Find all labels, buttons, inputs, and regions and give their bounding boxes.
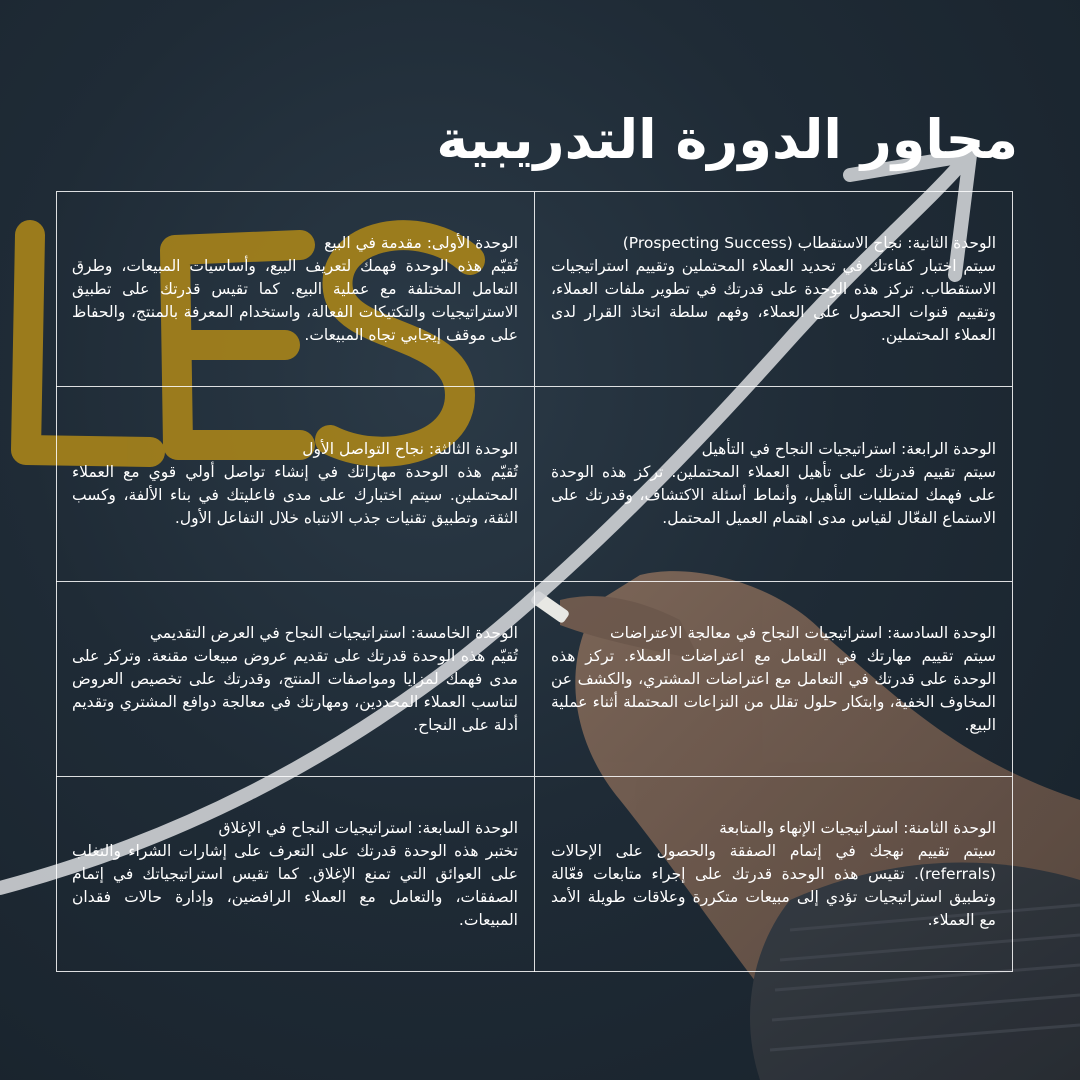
page-title: محاور الدورة التدريبية — [436, 108, 1018, 171]
module-card — [534, 387, 1012, 582]
module-description: تُقيّم هذه الوحدة مهاراتك في إنشاء تواصل أولي قوي مع العملاء المحتملين. سيتم اختبارك على مدى فاعليتك في بناء الألفة، وكسب الثقة، وتطبيق تقنيات جذب الانتباه خلال التفاعل الأول. — [72, 463, 518, 527]
module-title: الوحدة السابعة: استراتيجيات النجاح في الإغلاق — [218, 819, 518, 837]
module-title: الوحدة الرابعة: استراتيجيات النجاح في التأهيل — [701, 440, 996, 458]
module-card — [534, 777, 1012, 972]
module-title: الوحدة السادسة: استراتيجيات النجاح في معالجة الاعتراضات — [610, 623, 996, 642]
module-description: تُقيّم هذه الوحدة قدرتك على تقديم عروض مبيعات مقنعة. وتركز على مدى فهمك لمزايا ومواصفات المنتج، وقدرتك على تخصيص العروض لتناسب العملاء المحددين، ومهارتك في معالجة دوافع المشتري وتقديم أدلة على النجاح. — [72, 646, 518, 734]
module-card — [56, 777, 534, 972]
module-title: الوحدة الثانية: نجاح الاستقطاب (Prospecting Success) — [622, 233, 996, 252]
module-title: الوحدة الثامنة: استراتيجيات الإنهاء والمتابعة — [719, 819, 996, 837]
module-description: تُقيّم هذه الوحدة فهمك لتعريف البيع، وأساسيات المبيعات، وطرق التعامل المختلفة مع عملية البيع. كما تقيس قدرتك على تطبيق الاستراتيجيات والتكتيكات الفعالة، واستخدام المعرفة بالمنتج، والحفاظ على موقف إيجابي تجاه المبيعات. — [72, 256, 518, 344]
module-card — [534, 192, 1012, 387]
module-description: تختبر هذه الوحدة قدرتك على التعرف على إشارات الشراء والتغلب على العوائق التي تمنع الإغلاق. كما تقيس استراتيجياتك في إتمام الصفقات، والتعامل مع العملاء الرافضين، وإدارة حالات فقدان المبيعات. — [72, 842, 518, 929]
module-card — [56, 192, 534, 387]
module-title: الوحدة الخامسة: استراتيجيات النجاح في العرض التقديمي — [149, 623, 518, 642]
module-description: سيتم تقييم مهارتك في التعامل مع اعتراضات العملاء. تركز هذه الوحدة على قدرتك في التعامل مع اعتراضات المشتري، والكشف عن المخاوف الخفية، وابتكار حلول تقلل من النزاعات المحتملة أثناء عملية البيع. — [551, 646, 996, 734]
module-title: الوحدة الأولى: مقدمة في البيع — [324, 233, 518, 252]
module-card — [56, 582, 534, 777]
module-description: سيتم اختبار كفاءتك في تحديد العملاء المحتملين وتقييم استراتيجيات الاستقطاب. تركز هذه الوحدة على قدرتك في تطوير ملفات العملاء، وتقييم قنوات الحصول على العملاء، وفهم سلطة اتخاذ القرار لدى العملاء المحتملين. — [551, 256, 996, 344]
module-title: الوحدة الثالثة: نجاح التواصل الأول — [302, 440, 518, 458]
module-card — [56, 387, 534, 582]
module-description: سيتم تقييم نهجك في إتمام الصفقة والحصول على الإحالات (referrals). تقيس هذه الوحدة قدرتك على إجراء متابعات فعّالة وتطبيق استراتيجيات تؤدي إلى مبيعات متكررة وعلاقات طويلة الأمد مع العملاء. — [551, 842, 996, 929]
module-description: سيتم تقييم قدرتك على تأهيل العملاء المحتملين. تركز هذه الوحدة على فهمك لمتطلبات التأهيل، وأنماط أسئلة الاكتشاف، وقدرتك على الاستماع الفعّال لقياس مدى اهتمام العميل المحتمل. — [551, 463, 996, 527]
modules-table — [56, 191, 1013, 972]
module-card — [534, 582, 1012, 777]
